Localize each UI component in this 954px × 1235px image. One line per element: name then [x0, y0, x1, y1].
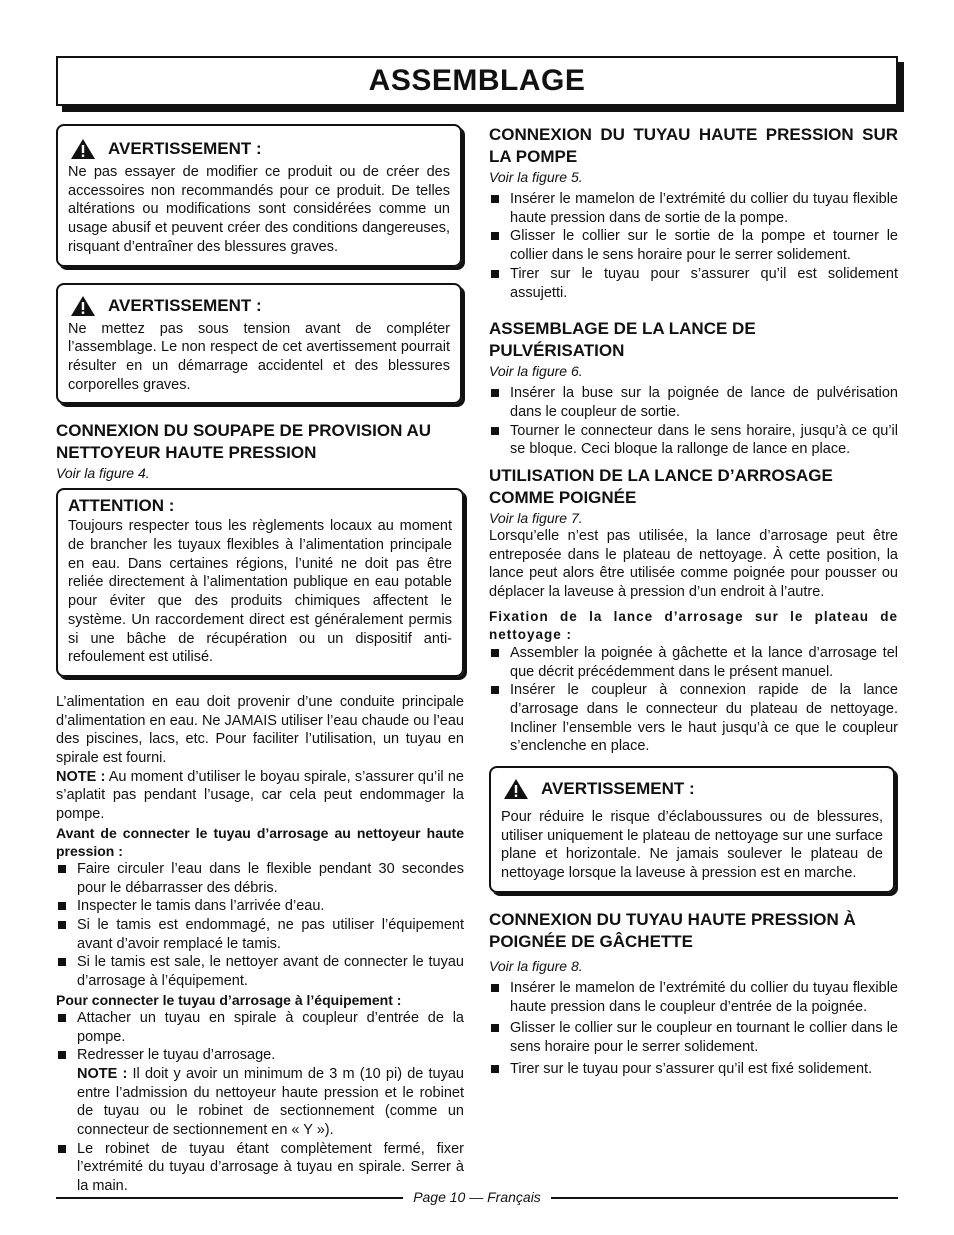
section-heading-pump-hose: CONNEXION DU TUYAU HAUTE PRESSION SUR LA POMPE: [489, 125, 898, 166]
list-item: Inspecter le tamis dans l’arrivée d’eau.: [56, 897, 464, 916]
note-label: NOTE :: [77, 1065, 128, 1082]
note-paragraph: [56, 768, 464, 824]
section-heading-wand-as-handle: UTILISATION DE LA LANCE D’ARROSAGE COMME POIGNÉE: [489, 466, 833, 508]
bullet-list-before-connecting: [56, 860, 464, 991]
subheading-connect-hose: Pour connecter le tuyau d’arrosage à l’équipement :: [56, 991, 402, 1008]
list-item: Si le tamis est sale, le nettoyer avant de connecter le tuyau d’arrosage à l’équipement.: [56, 953, 464, 990]
left-column: [56, 124, 464, 1196]
note-text: Il doit y avoir un minimum de 3 m (10 pi) de tuyau entre l’admission du nettoyeur haute pression et le robinet de tuyau ou le robinet de sectionnement (comme un connecteur de sectionnement en « Y »).: [77, 1065, 465, 1139]
section-heading-trigger-handle: CONNEXION DU TUYAU HAUTE PRESSION À POIGNÉE DE GÂCHETTE: [489, 909, 856, 951]
list-item: Le robinet de tuyau étant complètement fermé, fixer l’extrémité du tuyau d’arrosage à tuyau en spirale. Serrer à la main.: [56, 1140, 464, 1196]
bullet-list-spray-wand: [489, 384, 898, 459]
title-banner: [56, 56, 898, 106]
note-text: Au moment d’utiliser le boyau spirale, s’assurer qu’il ne s’aplatit pas pendant l’usage, car cela peut endommager la pompe.: [56, 768, 464, 823]
list-item: Faire circuler l’eau dans le flexible pendant 30 secondes pour le débarrasser des débris.: [56, 860, 464, 897]
list-item: Tourner le connecteur dans le sens horaire, jusqu’à ce qu’il se bloque. Ceci bloque la rallonge de lance en place.: [489, 422, 898, 459]
warning-box-cleaning-tray: [489, 766, 895, 893]
section-heading-water-supply: CONNEXION DU SOUPAPE DE PROVISION AU NETTOYEUR HAUTE PRESSION: [56, 421, 431, 463]
figure-reference: Voir la figure 5.: [489, 169, 583, 185]
list-item: Tirer sur le tuyau pour s’assurer qu’il est solidement assujetti.: [489, 265, 898, 302]
attention-text: Toujours respecter tous les règlements locaux au moment de brancher les tuyaux flexibles à l’alimentation principale en eau. Dans certaines régions, l’unité ne doit pas être reliée directement à l’alimentation publique en eau potable pour éviter que des produits chimiques affectent le système. Un raccordement direct est généralement permis si une bâche de récupération ou un dispositif anti-refoulement est utilisé.: [68, 518, 452, 666]
bullet-list-connect-hose: [56, 1009, 464, 1196]
warning-header: [68, 138, 450, 160]
page-number: Page 10 — Français: [403, 1189, 551, 1205]
warning-header: [68, 295, 450, 317]
attention-header: [68, 496, 452, 516]
bullet-list-attach-wand: [489, 644, 898, 756]
list-item: Tirer sur le tuyau pour s’assurer qu’il est fixé solidement.: [489, 1060, 898, 1079]
title-box: [56, 56, 898, 106]
list-item: Glisser le collier sur le sortie de la pompe et tourner le collier dans le sens horaire pour le serrer solidement.: [489, 227, 898, 264]
figure-reference: Voir la figure 7.: [489, 510, 583, 527]
bullet-list-trigger-handle: [489, 979, 898, 1079]
warning-text: Ne mettez pas sous tension avant de compléter l’assemblage. Le non respect de cet avertissement pourrait résulter en un démarrage accidentel et des blessures corporelles graves.: [68, 320, 450, 393]
list-item: Insérer le coupleur à connexion rapide de la lance d’arrosage dans le connecteur du plateau de nettoyage. Incliner l’ensemble vers le haut jusqu’à ce que le coupleur s’enclenche en place.: [489, 681, 898, 756]
subheading-before-connecting: Avant de connecter le tuyau d’arrosage au nettoyeur haute pression :: [56, 824, 464, 859]
warning-box-modification: [56, 124, 462, 267]
figure-reference: Voir la figure 4.: [56, 465, 150, 482]
warning-box-power: [56, 283, 462, 405]
list-item: Glisser le collier sur le coupleur en tournant le collier dans le sens horaire pour le serrer solidement.: [489, 1019, 898, 1056]
warning-header: [501, 778, 883, 800]
attention-heading: ATTENTION :: [68, 496, 175, 516]
wand-storage-paragraph: Lorsqu’elle n’est pas utilisée, la lance d’arrosage peut être entreposée dans le plateau de nettoyage. À cette position, la lance peut alors être utilisée comme poignée pour pousser ou déplacer la laveuse à pression d’un endroit à l’autre.: [489, 528, 898, 601]
warning-heading: AVERTISSEMENT :: [108, 139, 262, 158]
bullet-list-pump-hose: [489, 190, 898, 302]
list-item-text: Redresser le tuyau d’arrosage.: [77, 1047, 276, 1064]
list-item: Insérer le mamelon de l’extrémité du collier du tuyau flexible haute pression dans de sortie de la pompe.: [489, 190, 898, 227]
warning-text: Ne pas essayer de modifier ce produit ou de créer des accessoires non recommandés pour ce produit. De telles altérations ou modifications sont considérées comme un usage abusif et peuvent créer des conditions dangereuses, risquant d’entraîner des blessures graves.: [68, 164, 450, 255]
list-item: Insérer le mamelon de l’extrémité du collier du tuyau flexible haute pression dans le coupleur d’entrée de la poignée.: [489, 979, 898, 1016]
section-heading-spray-wand: ASSEMBLAGE DE LA LANCE DE PULVÉRISATION: [489, 319, 756, 361]
warning-triangle-icon: [70, 138, 96, 160]
attention-box: [56, 488, 464, 677]
list-item: Assembler la poignée à gâchette et la lance d’arrosage tel que décrit précédemment dans le présent manuel.: [489, 644, 898, 681]
list-item: Attacher un tuyau en spirale à coupleur d’entrée de la pompe.: [56, 1009, 464, 1046]
warning-text: Pour réduire le risque d’éclaboussures ou de blessures, utiliser uniquement le plateau de nettoyage sur une surface plane et horizontale. Ne jamais soulever le plateau de nettoyage lorsque la laveuse à pression est en marche.: [501, 809, 883, 882]
warning-heading: AVERTISSEMENT :: [108, 295, 262, 315]
subheading-attach-wand: Fixation de la lance d’arrosage sur le plateau de nettoyage :: [489, 608, 898, 642]
list-item: Si le tamis est endommagé, ne pas utiliser l’équipement avant d’avoir remplacé le tamis.: [56, 916, 464, 953]
warning-heading: AVERTISSEMENT :: [541, 779, 695, 799]
right-column: [489, 124, 898, 1078]
warning-triangle-icon: [503, 778, 529, 800]
list-item: [56, 1046, 464, 1140]
warning-triangle-icon: [70, 295, 96, 317]
list-item: Insérer la buse sur la poignée de lance de pulvérisation dans le coupleur de sortie.: [489, 384, 898, 421]
figure-reference: Voir la figure 8.: [489, 957, 583, 974]
figure-reference: Voir la figure 6.: [489, 363, 583, 380]
water-supply-paragraph: L’alimentation en eau doit provenir d’une conduite principale d’alimentation en eau. Ne JAMAIS utiliser l’eau chaude ou l’eau des piscines, lacs, etc. Pour faciliter l’utilisation, un tuyau en spirale est fourni.: [56, 693, 464, 767]
page-title: ASSEMBLAGE: [368, 64, 586, 97]
page-footer: [0, 1188, 954, 1206]
note-label: NOTE :: [56, 768, 106, 785]
